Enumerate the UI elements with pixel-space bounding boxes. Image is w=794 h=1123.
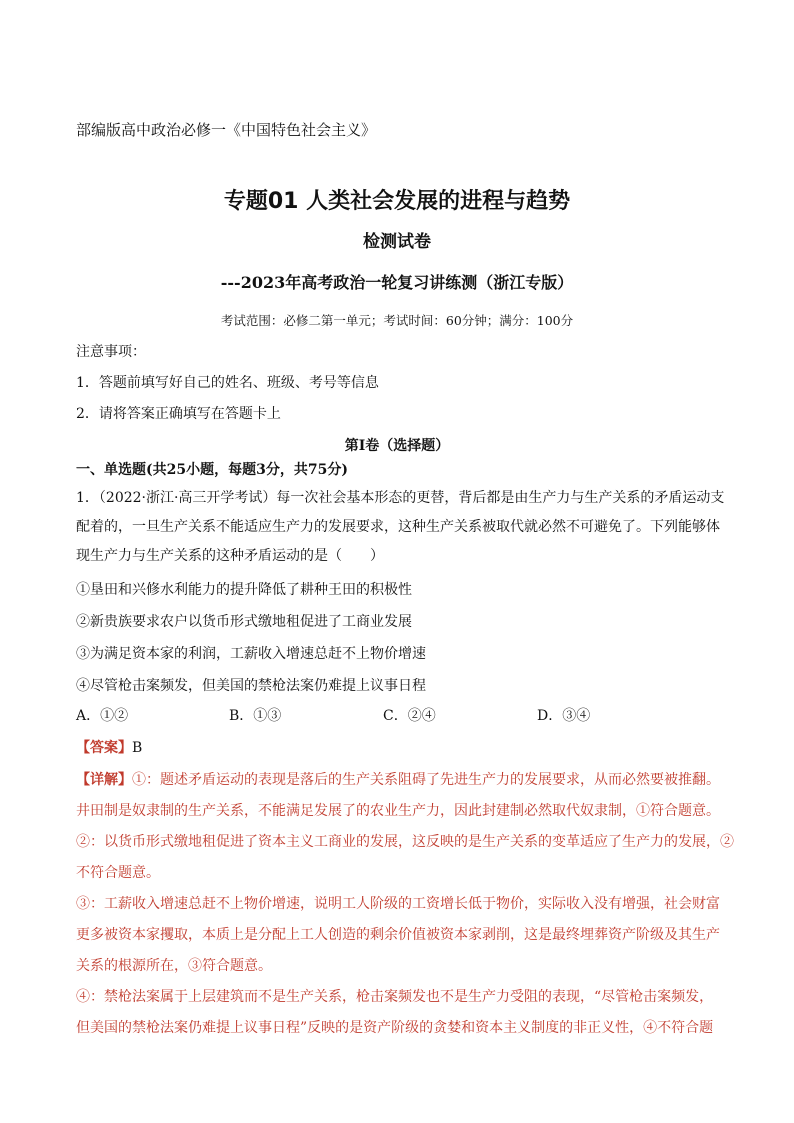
detail-line: 更多被资本家攫取，本质上是分配上工人创造的剩余价值被资本家剥削，这是最终埋葬资产阶级及其生产 — [76, 927, 720, 943]
document-subtitle: 检测试卷 — [363, 232, 431, 252]
detail-text: ①：题述矛盾运动的表现是落后的生产关系阻碍了先进生产力的发展要求，从而必然要被推翻。 — [132, 772, 720, 788]
answer-line — [76, 738, 142, 758]
statement-item: ②新贵族要求农户以货币形式缴地租促进了工商业发展 — [76, 614, 412, 630]
detail-line: 不符合题意。 — [76, 865, 160, 881]
detail-label: 【详解】 — [76, 772, 132, 788]
subject-line: 部编版高中政治必修一《中国特色社会主义》 — [76, 121, 377, 139]
answer-label: 【答案】 — [76, 740, 132, 756]
detail-line: 井田制是奴隶制的生产关系，不能满足发展了的农业生产力，因此封建制必然取代奴隶制，①符合题意。 — [76, 803, 720, 819]
detail-line: 但美国的禁枪法案仍难提上议事日程”反映的是资产阶级的贪婪和资本主义制度的非正义性，④不符合题 — [76, 1020, 714, 1036]
detail-line: 关系的根源所在，③符合题意。 — [76, 958, 272, 974]
detail-line — [76, 770, 720, 790]
option-d: D．③④ — [537, 708, 591, 724]
detail-line: ④：禁枪法案属于上层建筑而不是生产关系，枪击案频发也不是生产力受阻的表现，“尽管枪击案频发， — [76, 989, 714, 1005]
statement-item: ④尽管枪击案频发，但美国的禁枪法案仍难提上议事日程 — [76, 678, 426, 694]
detail-line: ③：工薪收入增速总赶不上物价增速，说明工人阶级的工资增长低于物价，实际收入没有增强，社会财富 — [76, 896, 720, 912]
part-heading: 一、单选题(共25小题，每题3分，共75分) — [76, 462, 348, 478]
question-stem-line: 1．（2022·浙江·高三开学考试）每一次社会基本形态的更替，背后都是由生产力与生产关系的矛盾运动支 — [76, 490, 725, 506]
statement-item: ①垦田和兴修水利能力的提升降低了耕种王田的积极性 — [76, 582, 412, 598]
option-c: C．②④ — [383, 708, 436, 724]
note-item: 2．请将答案正确填写在答题卡上 — [76, 406, 281, 422]
volume-heading: 第I卷（选择题） — [344, 438, 450, 454]
detail-line: ②：以货币形式缴地租促进了资本主义工商业的发展，这反映的是生产关系的变革适应了生产力的发展，② — [76, 834, 734, 850]
option-b: B．①③ — [229, 708, 282, 724]
series-line: ---2023年高考政治一轮复习讲练测（浙江专版） — [220, 273, 574, 292]
note-item: 1．答题前填写好自己的姓名、班级、考号等信息 — [76, 375, 379, 391]
answer-value: B — [132, 740, 143, 756]
option-a: A．①② — [76, 708, 129, 724]
statement-item: ③为满足资本家的利润，工薪收入增速总赶不上物价增速 — [76, 646, 426, 662]
notes-heading: 注意事项： — [76, 344, 146, 360]
exam-info: 考试范围：必修二第一单元；考试时间：60分钟；满分：100分 — [220, 313, 574, 328]
document-title: 专题01 人类社会发展的进程与趋势 — [223, 189, 571, 214]
question-stem-line: 现生产力与生产关系的这种矛盾运动的是（ ） — [76, 548, 384, 564]
question-stem-line: 配着的，一旦生产关系不能适应生产力的发展要求，这种生产关系被取代就必然不可避免了。下列能够体 — [76, 519, 720, 535]
